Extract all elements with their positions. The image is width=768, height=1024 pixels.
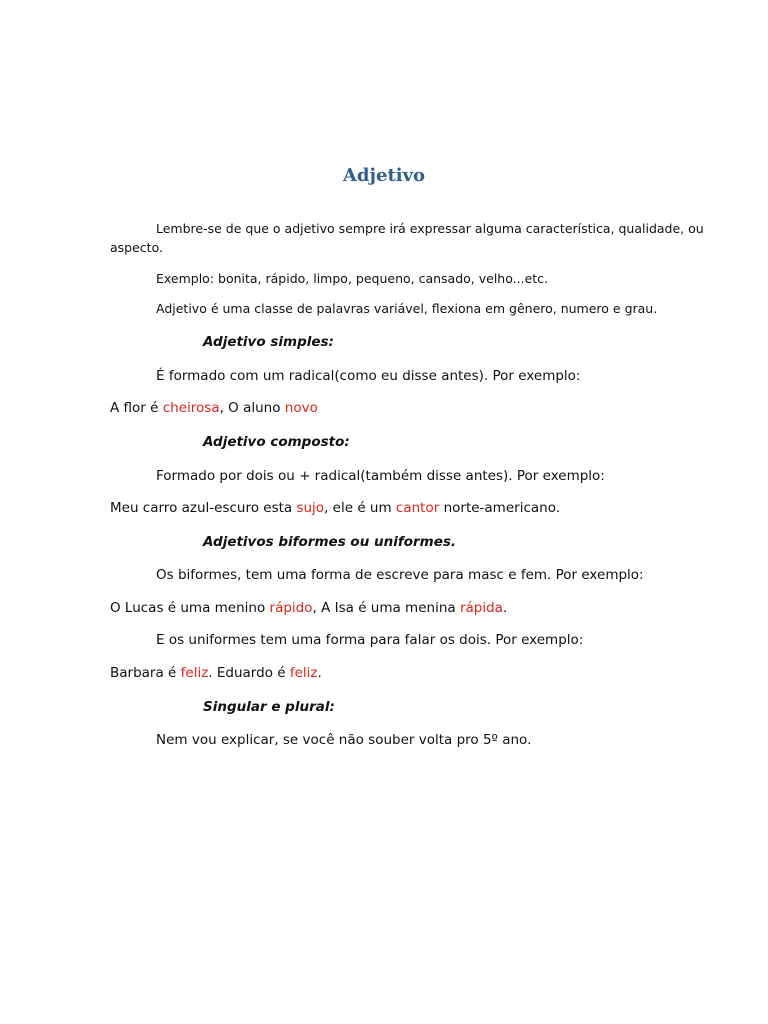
highlighted-adjective: cheirosa: [162, 400, 220, 416]
heading-singular-plural: Singular e plural:: [203, 699, 335, 715]
composto-example: [110, 500, 560, 516]
example-text: , ele é um: [324, 500, 396, 516]
highlighted-adjective: feliz: [289, 665, 318, 681]
highlighted-adjective: novo: [284, 400, 318, 416]
definition-paragraph: Adjetivo é uma classe de palavras variável, flexiona em gênero, numero e grau.: [156, 301, 658, 316]
example-paragraph: Exemplo: bonita, rápido, limpo, pequeno, cansado, velho...etc.: [156, 271, 549, 286]
example-text: norte-americano.: [439, 500, 561, 516]
example-text: O Lucas é uma menino: [110, 600, 270, 616]
example-text: .: [317, 665, 322, 681]
composto-text: Formado por dois ou + radical(também disse antes). Por exemplo:: [156, 468, 605, 484]
example-text: .: [502, 600, 508, 616]
simples-example: [110, 400, 318, 416]
heading-biformes-uniformes: Adjetivos biformes ou uniformes.: [203, 534, 457, 550]
example-text: Meu carro azul-escuro esta: [110, 500, 297, 516]
example-text: A flor é: [110, 400, 163, 416]
example-text: , A Isa é uma menina: [312, 600, 460, 616]
biformes-text: Os biformes, tem uma forma de escreve para masc e fem. Por exemplo:: [156, 567, 644, 583]
uniformes-example: [110, 665, 322, 681]
plural-text: Nem vou explicar, se você não souber volta pro 5º ano.: [156, 732, 532, 748]
highlighted-adjective: sujo: [296, 500, 325, 516]
highlighted-adjective: feliz: [180, 665, 209, 681]
intro-line-1: Lembre-se de que o adjetivo sempre irá expressar alguma característica, qualidade, ou: [156, 221, 704, 236]
intro-line-2: aspecto.: [110, 240, 163, 255]
heading-adjetivo-simples: Adjetivo simples:: [203, 334, 334, 350]
highlighted-adjective: rápida: [459, 600, 503, 616]
uniformes-text: E os uniformes tem uma forma para falar os dois. Por exemplo:: [156, 632, 584, 648]
highlighted-adjective: cantor: [395, 500, 440, 516]
example-text: , O aluno: [219, 400, 285, 416]
biformes-example: [110, 600, 507, 616]
example-text: . Eduardo é: [208, 665, 290, 681]
highlighted-adjective: rápido: [269, 600, 313, 616]
heading-adjetivo-composto: Adjetivo composto:: [203, 434, 350, 450]
example-text: Barbara é: [110, 665, 181, 681]
page-title: Adjetivo: [342, 165, 426, 186]
simples-text: É formado com um radical(como eu disse antes). Por exemplo:: [156, 368, 581, 384]
